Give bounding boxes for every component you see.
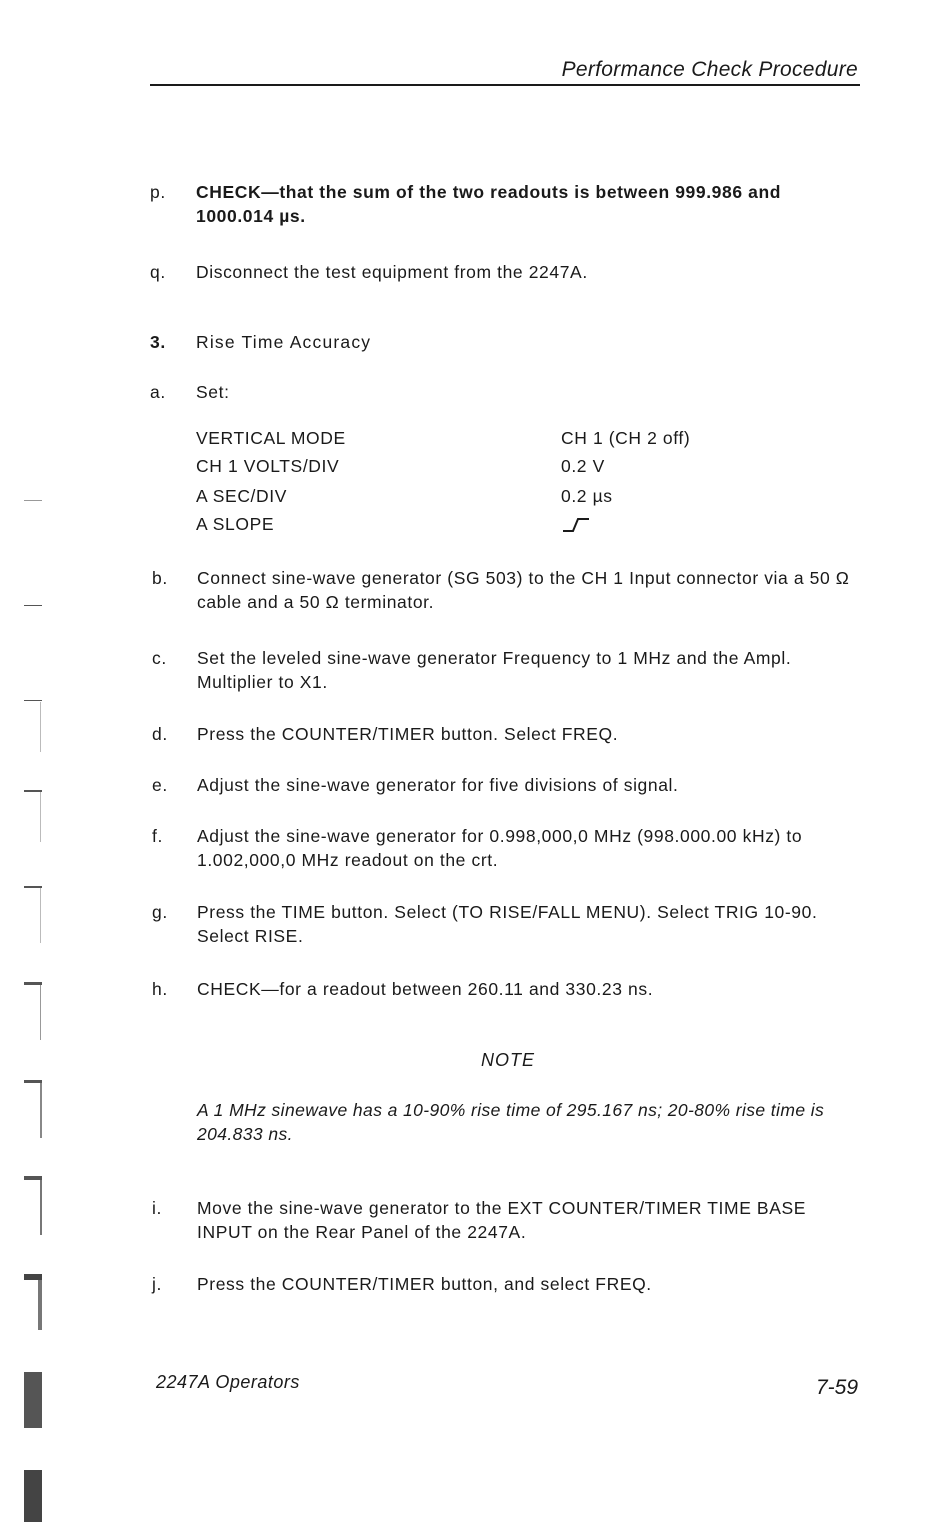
section-title: Rise Time Accuracy bbox=[196, 332, 372, 352]
scan-mark bbox=[40, 888, 41, 943]
setting-name: A SLOPE bbox=[196, 514, 275, 534]
scan-mark bbox=[40, 702, 41, 752]
note-title: NOTE bbox=[480, 1050, 535, 1070]
manual-title: 2247A Operators bbox=[156, 1372, 300, 1392]
step-label: a. bbox=[150, 382, 166, 402]
scan-mark bbox=[40, 792, 41, 842]
step-label: c. bbox=[152, 648, 167, 668]
scan-margin-marks bbox=[18, 90, 52, 1440]
setting-name: CH 1 VOLTS/DIV bbox=[196, 456, 340, 476]
note-body: A 1 MHz sinewave has a 10-90% rise time of 295.167 ns; 20-80% rise time is 204.833 ns. bbox=[197, 1100, 825, 1144]
scan-mark bbox=[24, 1470, 42, 1522]
scan-mark bbox=[24, 500, 42, 501]
page-number: 7-59 bbox=[815, 1376, 858, 1399]
scan-mark bbox=[24, 1372, 42, 1428]
step-label: g. bbox=[152, 902, 168, 922]
scan-mark bbox=[40, 1180, 42, 1235]
step-text: Disconnect the test equipment from the 2247A. bbox=[196, 262, 588, 282]
header-title: Performance Check Procedure bbox=[561, 58, 858, 81]
step-text: Set: bbox=[196, 382, 230, 402]
section-number: 3. bbox=[150, 332, 166, 352]
step-label: p. bbox=[150, 182, 166, 202]
setting-value bbox=[561, 514, 591, 535]
step-label: j. bbox=[152, 1274, 162, 1294]
scan-mark bbox=[40, 985, 41, 1040]
step-text: Connect sine-wave generator (SG 503) to the CH 1 Input connector via a 50 Ω cable and a 50 Ω terminator. bbox=[197, 568, 850, 612]
header-rule bbox=[150, 84, 860, 86]
step-label: e. bbox=[152, 775, 168, 795]
step-label: f. bbox=[152, 826, 163, 846]
step-text: CHECK—that the sum of the two readouts is between 999.986 and 1000.014 µs. bbox=[196, 182, 782, 226]
step-label: b. bbox=[152, 568, 168, 588]
step-label: h. bbox=[152, 979, 168, 999]
step-text: Adjust the sine-wave generator for 0.998,000,0 MHz (998.000.00 kHz) to 1.002,000,0 MHz readout on the crt. bbox=[197, 826, 803, 870]
scan-mark bbox=[24, 605, 42, 606]
step-label: q. bbox=[150, 262, 166, 282]
scan-mark bbox=[40, 1083, 42, 1138]
setting-name: VERTICAL MODE bbox=[196, 428, 346, 448]
setting-value: CH 1 (CH 2 off) bbox=[561, 428, 691, 448]
setting-value: 0.2 µs bbox=[561, 486, 613, 506]
step-text: Press the TIME button. Select (TO RISE/FALL MENU). Select TRIG 10-90. Select RISE. bbox=[197, 902, 818, 946]
step-label: i. bbox=[152, 1198, 162, 1218]
step-text: Press the COUNTER/TIMER button. Select FREQ. bbox=[197, 724, 619, 744]
step-text: CHECK—for a readout between 260.11 and 330.23 ns. bbox=[197, 979, 654, 999]
step-text: Press the COUNTER/TIMER button, and select FREQ. bbox=[197, 1274, 652, 1294]
scan-mark bbox=[38, 1280, 42, 1330]
step-text: Adjust the sine-wave generator for five divisions of signal. bbox=[197, 775, 679, 795]
step-label: d. bbox=[152, 724, 168, 744]
setting-name: A SEC/DIV bbox=[196, 486, 287, 506]
rising-edge-icon bbox=[561, 516, 591, 534]
setting-value: 0.2 V bbox=[561, 456, 605, 476]
step-text: Move the sine-wave generator to the EXT COUNTER/TIMER TIME BASE INPUT on the Rear Panel of the 2247A. bbox=[197, 1198, 807, 1242]
scan-mark bbox=[24, 700, 42, 701]
step-text: Set the leveled sine-wave generator Frequency to 1 MHz and the Ampl. Multiplier to X1. bbox=[197, 648, 792, 692]
